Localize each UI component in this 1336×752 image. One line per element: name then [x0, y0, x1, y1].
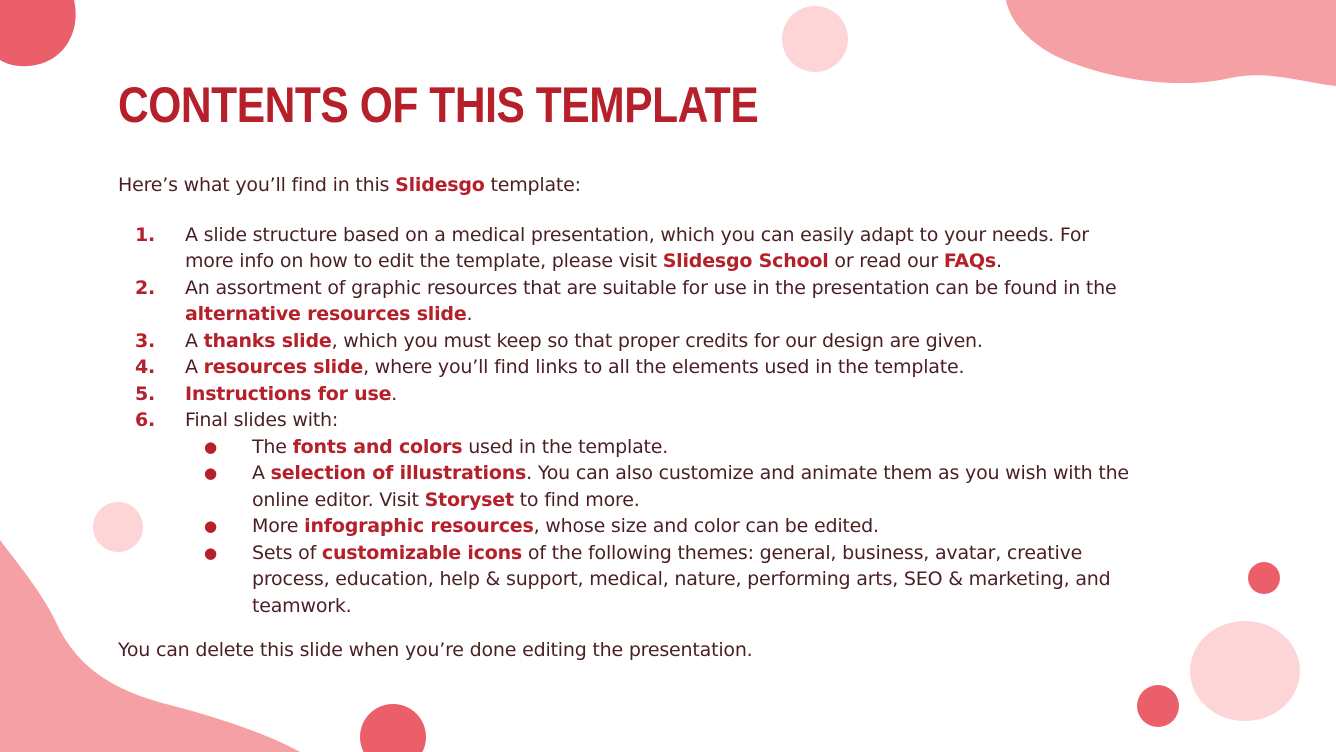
subitem-text: teamwork. [252, 594, 352, 617]
instructions-link[interactable]: Instructions for use [185, 382, 392, 405]
intro-text-end: template: [484, 174, 581, 196]
item-text: . [996, 250, 1002, 272]
item-text: An assortment of graphic resources that are suitable for use in the presentation can be found in the [185, 276, 1117, 299]
sublist-item-1 [118, 434, 1228, 461]
item-number: 1. [135, 223, 156, 246]
item-text: A slide structure based on a medical presentation, which you can easily adapt to your needs. For [185, 223, 1089, 246]
bullet-icon: ● [204, 543, 217, 562]
closing-line: You can delete this slide when you’re done editing the presentation. [118, 639, 753, 661]
sublist-item-4 [118, 540, 1228, 620]
infographic-resources-link[interactable]: infographic resources [304, 515, 534, 537]
item-text: A [185, 329, 204, 352]
final-slides-sublist [118, 434, 1228, 620]
item-number: 5. [135, 382, 156, 405]
item-number: 4. [135, 356, 156, 378]
item-number: 3. [135, 329, 156, 352]
list-item-6 [118, 407, 1228, 434]
bullet-icon: ● [204, 517, 217, 535]
item-text: , which you must keep so that proper credits for our design are given. [331, 329, 983, 352]
subitem-text: More [252, 515, 305, 537]
right-red-dot [1248, 562, 1280, 594]
faqs-link[interactable]: FAQs [943, 250, 996, 272]
item-text: more info on how to edit the template, please visit [185, 250, 663, 272]
top-left-blob [0, 0, 76, 66]
item-text: Final slides with: [185, 409, 339, 431]
subitem-text: The [252, 435, 293, 458]
bullet-icon: ● [204, 464, 217, 482]
top-light-circle [782, 6, 848, 72]
slidesgo-link[interactable]: Slidesgo [395, 174, 485, 196]
sublist-item-2 [118, 460, 1228, 513]
list-item-4 [118, 354, 1228, 381]
item-text: . [466, 303, 473, 325]
subitem-text: A [252, 462, 271, 484]
contents-list [118, 222, 1228, 434]
subitem-text: of the following themes: general, business, avatar, creative [522, 541, 1083, 564]
resources-slide-link[interactable]: resources slide [203, 356, 364, 378]
item-text: . [391, 382, 398, 405]
list-item-2 [118, 275, 1228, 328]
item-number: 6. [135, 409, 156, 431]
sublist-item-3 [118, 513, 1228, 540]
subitem-text: used in the template. [462, 435, 669, 458]
list-item-5 [118, 381, 1228, 408]
bottom-red-circle [360, 704, 426, 752]
item-text: , where you’ll find links to all the elements used in the template. [363, 356, 965, 378]
top-right-blob [1006, 0, 1336, 86]
subitem-text: Sets of [252, 541, 322, 564]
thanks-slide-link[interactable]: thanks slide [203, 329, 332, 352]
item-text: A [185, 356, 204, 378]
subitem-text: . You can also customize and animate them as you wish with the [526, 462, 1129, 484]
subitem-text: , whose size and color can be edited. [533, 515, 879, 537]
customizable-icons-link[interactable]: customizable icons [321, 541, 523, 564]
list-item-1 [118, 222, 1228, 275]
list-item-3 [118, 328, 1228, 355]
slidesgo-school-link[interactable]: Slidesgo School [662, 250, 829, 272]
bottom-right-red-circle [1137, 685, 1179, 727]
subitem-text: to find more. [513, 488, 640, 511]
slide-title: CONTENTS OF THIS TEMPLATE [118, 77, 759, 133]
content-body [118, 172, 1228, 664]
storyset-link[interactable]: Storyset [424, 488, 514, 511]
subitem-text: process, education, help & support, medical, nature, performing arts, SEO & marketing, and [252, 568, 1111, 590]
subitem-text: online editor. Visit [252, 488, 425, 511]
illustrations-link[interactable]: selection of illustrations [270, 462, 527, 484]
bullet-icon: ● [204, 437, 217, 456]
item-text: or read our [828, 250, 944, 272]
item-number: 2. [135, 276, 156, 299]
fonts-colors-link[interactable]: fonts and colors [292, 435, 463, 458]
intro-text: Here’s what you’ll find in this [118, 174, 396, 196]
alternative-resources-link[interactable]: alternative resources slide [185, 303, 467, 325]
intro-line [118, 172, 1228, 199]
